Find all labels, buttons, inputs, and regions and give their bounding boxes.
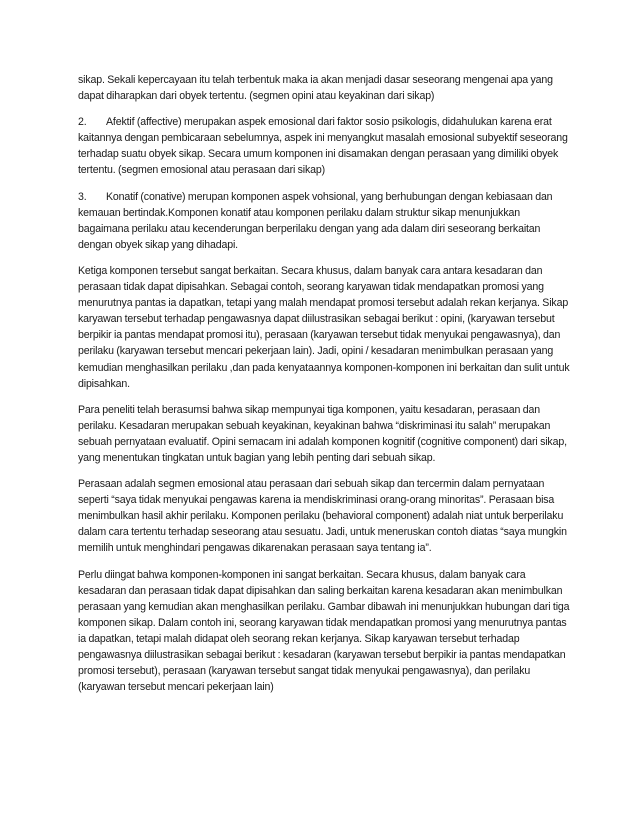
paragraph-text: Konatif (conative) merupan komponen aspek vohsional, yang berhubungan dengan kebiasaan dan kemauan bertindak.Komponen konatif atau komponen perilaku dalam struktur sikap menunjukkan bagaimana perilaku atau kecenderungan berperilaku dengan yang ada dalam diri seseorang berkaitan dengan obyek sikap yang dihadapi. <box>78 190 553 251</box>
paragraph-5 <box>78 402 570 466</box>
paragraph-text: Afektif (affective) merupakan aspek emosional dari faktor sosio psikologis, didahulukan karena erat kaitannya dengan pembicaraan sebelumnya, aspek ini menyangkut masalah emosional subyektif seseorang terhadap suatu obyek sikap. Secara umum komponen ini disamakan dengan perasaan yang dimiliki obyek tertentu. (segmen emosional atau perasaan dari sikap) <box>78 116 568 177</box>
list-number: 3. <box>78 190 87 203</box>
paragraph-6 <box>78 476 570 556</box>
document-page <box>78 72 570 705</box>
paragraph-text: Perasaan adalah segmen emosional atau perasaan dari sebuah sikap dan tercermin dalam pernyataan seperti “saya tidak menyukai pengawas karena ia mendiskriminasi orang-orang minoritas”. Perasaan bisa menimbulkan hasil akhir perilaku. Komponen perilaku (behavioral component) adalah niat untuk berperilaku dalam cara tertentu terhadap seseorang atau sesuatu. Jadi, untuk meneruskan contoh diatas “saya mungkin memilih untuk menghindari pengawas dikarenakan perasaan saya tentang ia”. <box>78 478 567 555</box>
paragraph-text: sikap. Sekali kepercayaan itu telah terbentuk maka ia akan menjadi dasar seseorang mengenai apa yang dapat diharapkan dari obyek tertentu. (segmen opini atau keyakinan dari sikap) <box>78 74 553 103</box>
paragraph-2 <box>78 114 570 178</box>
paragraph-text: Ketiga komponen tersebut sangat berkaitan. Secara khusus, dalam banyak cara antara kesadaran dan perasaan tidak dapat dipisahkan. Sebagai contoh, seorang karyawan tidak mendapatkan promosi yang menurutnya pantas ia dapatkan, tetapi yang malah mendapat promosi tersebut adalah rekan kerjanya. Sikap karyawan tersebut terhadap pengawasnya dapat diilustrasikan sebagai berikut : opini, (karyawan tersebut berpikir ia pantas mendapat promosi itu), perasaan (karyawan tersebut tidak menyukai pengawasnya), dan perilaku (karyawan tersebut mencari pekerjaan lain). Jadi, opini / kesadaran menimbulkan perasaan yang kemudian menghasilkan perilaku ,dan pada kenyataannya komponen-komponen ini berkaitan dan sulit untuk dipisahkan. <box>78 264 570 390</box>
paragraph-7 <box>78 567 570 696</box>
list-number: 2. <box>78 116 87 129</box>
paragraph-4 <box>78 263 570 392</box>
paragraph-1 <box>78 72 570 104</box>
paragraph-text: Perlu diingat bahwa komponen-komponen ini sangat berkaitan. Secara khusus, dalam banyak cara kesadaran dan perasaan tidak dapat dipisahkan dan saling berkaitan karena kesadaran akan menimbulkan perasaan yang kemudian akan menghasilkan perilaku. Gambar dibawah ini menunjukkan hubungan dari tiga komponen sikap. Dalam contoh ini, seorang karyawan tidak mendapatkan promosi yang menurutnya pantas ia dapatkan, tetapi malah didapat oleh seorang rekan kerjanya. Sikap karyawan tersebut terhadap pengawasnya diilustrasikan sebagai berikut : kesadaran (karyawan tersebut berpikir ia pantas mendapatkan promosi tersebut), perasaan (karyawan tersebut sangat tidak menyukai pengawasnya), dan perilaku (karyawan tersebut mencari pekerjaan lain) <box>78 568 570 694</box>
paragraph-text: Para peneliti telah berasumsi bahwa sikap mempunyai tiga komponen, yaitu kesadaran, perasaan dan perilaku. Kesadaran merupakan sebuah keyakinan, keyakinan bahwa “diskriminasi itu salah” merupakan sebuah pernyataan evaluatif. Opini semacam ini adalah komponen kognitif (cognitive component) dari sikap, yang menentukan tingkatan untuk bagian yang lebih penting dari sebuah sikap. <box>78 403 567 464</box>
paragraph-3 <box>78 189 570 253</box>
